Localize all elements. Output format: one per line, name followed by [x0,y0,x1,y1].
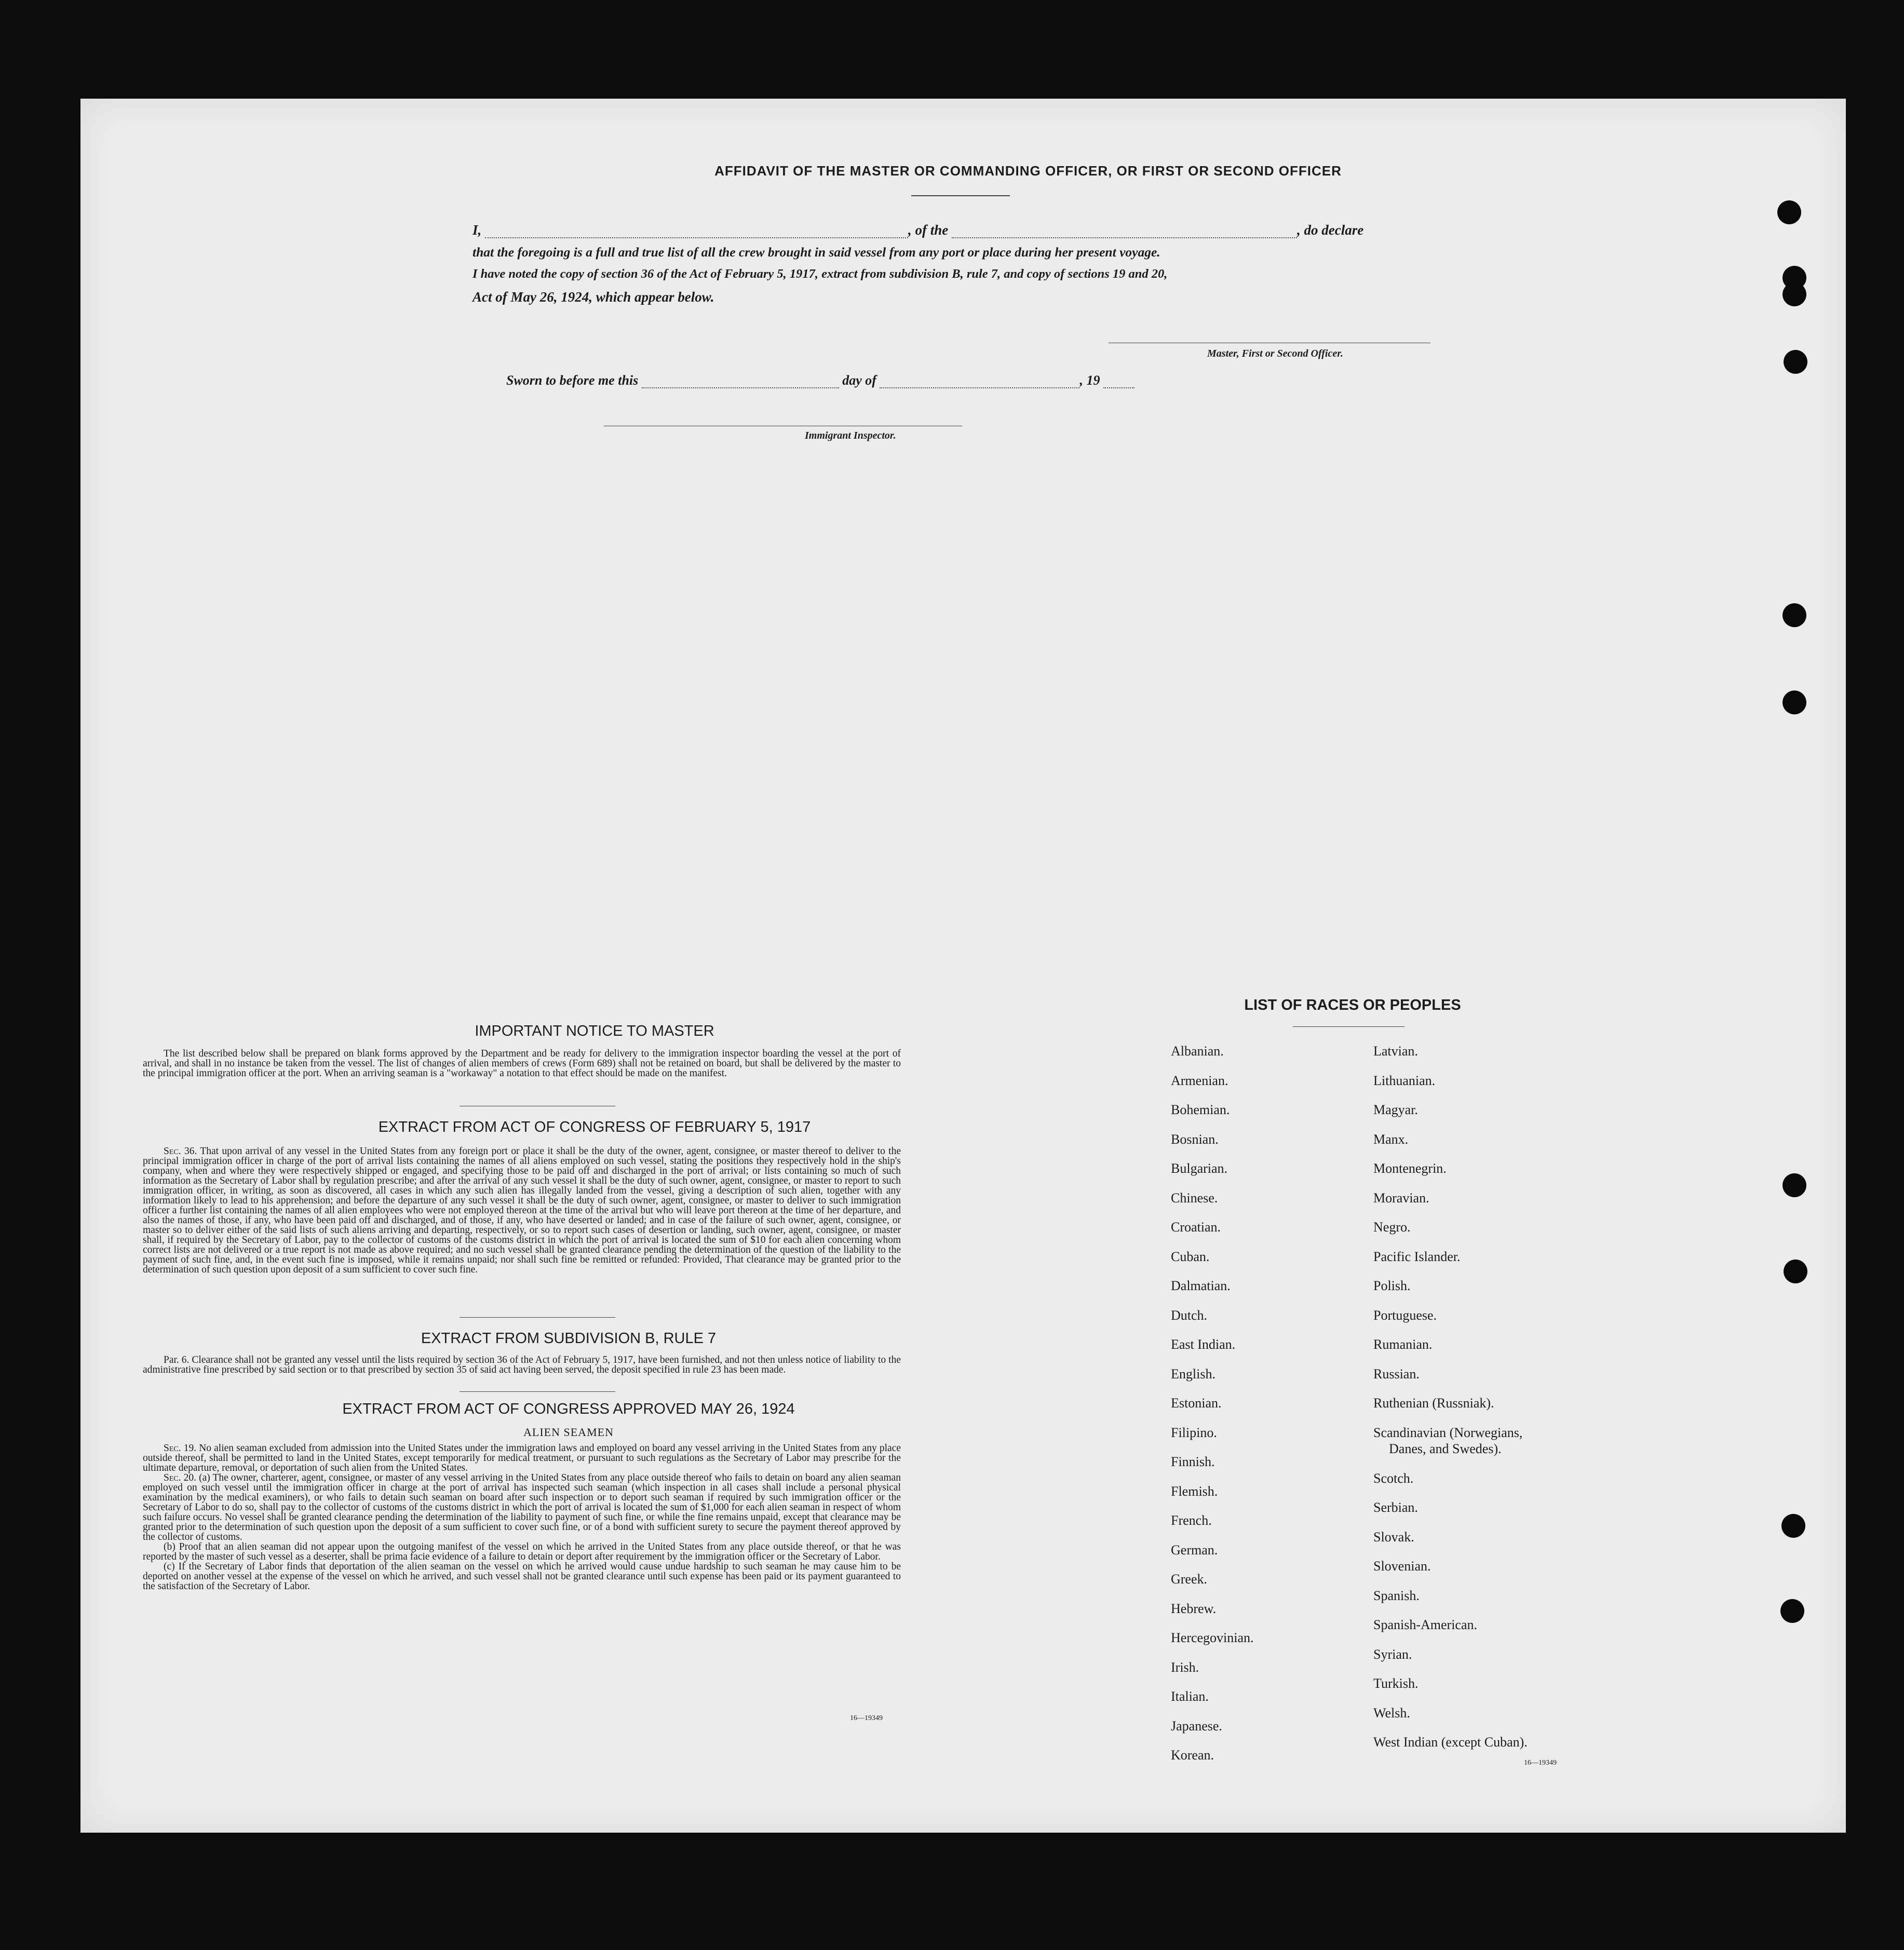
punch-hole [1783,603,1806,627]
year-prefix: , 19 [1079,373,1100,388]
race-item: Moravian. [1373,1190,1429,1206]
sworn-day-field[interactable] [642,376,839,388]
section-20b-paragraph: (b) Proof that an alien seaman did not appear upon the outgoing manifest of the vessel on which he arrived in the United States from any place outside thereof, or that he was reported by the master of such vessel as a deserter, shall be prima facie evidence of a failure to detain or deport after requirement by the immigration officer or the Secretary of Labor. [143,1541,901,1562]
race-item: Flemish. [1171,1483,1218,1499]
affidavit-of-the: , of the [908,222,949,238]
race-item: Magyar. [1373,1102,1418,1117]
race-item: Spanish-American. [1373,1617,1478,1632]
section-36-paragraph [143,1146,901,1275]
punch-hole [1781,1514,1805,1538]
sworn-text: Sworn to before me this [506,373,639,388]
section-36-text: That upon arrival of any vessel in the United States from any foreign port or place it shall be the duty of the owner, agent, consignee, or master thereof to deliver to the principal immigration officer in charge of the port of arrival lists containing the names of all aliens employed on such vessel, stating the positions they respectively hold in the ship's company, when and where they were respectively shipped or engaged, and specifying those to be paid off and discharged in the port of arrival; or lists containing so much of such information as the Secretary of Labor shall by regulation prescribe; and after the arrival of any such vessel it shall be the duty of such owner, agent, consignee, or master to report to such immigration officer, in writing, as soon as discovered, all cases in which any such alien has illegally landed from the vessel, giving a description of such alien, together with any information likely to lead to his apprehension; and before the departure of any such vessel it shall be the duty of such owner, agent, consignee, or master to deliver to such immigration officer a further list containing the names of all alien employees who were not employed thereon at the time of the arrival but who will leave port thereon at the time of her departure, and also the names of those, if any, who have been paid off and discharged, and of those, if any, who have deserted or landed; and in case of the failure of such owner, agent, consignee, or master so to deliver either of the said lists of such aliens arriving and departing, respectively, or so to report such cases of desertion or landing, such owner, agent, consignee, or master shall, if required by the Secretary of Labor, pay to the collector of customs of the customs district in which the port of arrival is located the sum of $10 for each alien concerning whom correct lists are not delivered or a true report is not made as above required; and no such vessel shall be granted clearance pending the determination of the question of the liability to the payment of such fine, and, in the event such fine is imposed, while it remains unpaid; nor shall such fine be remitted or refunded: Provided, That clearance may be granted prior to the determination of such question upon deposit of a sum sufficient to cover such fine. [143,1146,901,1275]
affidavit-line-4: Act of May 26, 1924, which appear below. [472,289,714,305]
extract-1917-title: EXTRACT FROM ACT OF CONGRESS OF FEBRUARY 5, 1917 [378,1119,811,1135]
race-item: East Indian. [1171,1337,1236,1352]
race-item: Welsh. [1373,1705,1410,1721]
name-field[interactable] [485,226,908,238]
affidavit-line-2: that the foregoing is a full and true list of all the crew brought in said vessel from any port or place during her present voyage. [472,245,1160,260]
extract-1917-text [143,1146,901,1275]
race-item: Manx. [1373,1131,1409,1147]
race-item: Albanian. [1171,1044,1224,1059]
form-number-right: 16—19349 [1524,1759,1557,1767]
divider [460,1391,615,1392]
section-36-label: Sec. 36. [164,1146,197,1157]
race-item: Irish. [1171,1659,1199,1675]
race-item: West Indian (except Cuban). [1373,1735,1528,1750]
race-item: Latvian. [1373,1044,1418,1059]
sworn-year-field[interactable] [1103,376,1135,388]
section-20a-text: (a) The owner, charterer, agent, consignee, or master of any vessel arriving in the United States from any place outside thereof who fails to detain on board any alien seaman employed on such vessel until the immigration officer in charge at the port of arrival has inspected such seaman (which inspection in all cases shall include a personal physical examination by the medical examiners), or who fails to detain such seaman on board after such inspection or to deport such seaman if required by such immigration officer or the Secretary of Labor to do so, shall pay to the collector of customs of the customs district in which the port of arrival is located the sum of $1,000 for each alien seaman in respect of whom such failure occurs. No vessel shall be granted clearance pending the determination of the liability to payment of such fine, or while the fine remains unpaid, except that clearance may be granted prior to the determination of such question upon the deposit of a sum sufficient to cover such fine, or of a bond with sufficient surety to secure the payment thereof approved by the collector of customs. [143,1472,901,1542]
race-item: Pacific Islander. [1373,1249,1461,1264]
sworn-line [506,373,1597,388]
race-item: Danes, and Swedes). [1389,1441,1502,1456]
race-item: Lithuanian. [1373,1073,1436,1088]
race-item: Montenegrin. [1373,1161,1447,1176]
race-item: Armenian. [1171,1073,1228,1088]
race-item: Cuban. [1171,1249,1210,1264]
races-title-rule [1293,1026,1405,1027]
race-item: Japanese. [1171,1718,1222,1734]
race-item: Bulgarian. [1171,1161,1228,1176]
race-item: Portuguese. [1373,1307,1437,1323]
section-19-paragraph [143,1443,901,1473]
race-item: Spanish. [1373,1588,1420,1603]
affidavit-i: I, [472,222,482,238]
race-item: Rumanian. [1373,1337,1433,1352]
inspector-caption: Immigrant Inspector. [805,430,896,441]
race-item: Negro. [1373,1220,1411,1235]
rule-7-paragraph: Par. 6. Clearance shall not be granted any vessel until the lists required by section 36 of the Act of February 5, 1917, have been furnished, and not then unless notice of liability to the administrative fine prescribed by said section or to that prescribed by section 35 of said act having been served, the deposit specified in rule 23 has been made. [143,1355,901,1375]
race-item: Finnish. [1171,1454,1215,1469]
divider [460,1317,615,1318]
extract-1924-title: EXTRACT FROM ACT OF CONGRESS APPROVED MAY 26, 1924 [342,1401,795,1417]
punch-hole [1780,1599,1804,1623]
race-item: Serbian. [1373,1500,1418,1515]
rule-7-text [143,1355,901,1375]
race-item: Bosnian. [1171,1131,1219,1147]
title-rule [911,195,1010,196]
races-title: LIST OF RACES OR PEOPLES [1244,997,1461,1013]
race-item: Bohemian. [1171,1102,1230,1117]
punch-hole [1783,282,1806,306]
document-page [80,99,1846,1833]
affidavit-line-1 [472,222,1563,238]
section-19-label: Sec. 19. [164,1443,197,1454]
day-of-text: day of [842,373,876,388]
notice-title: IMPORTANT NOTICE TO MASTER [475,1023,714,1039]
race-item: Hercegovinian. [1171,1630,1254,1645]
section-19-text: No alien seaman excluded from admission into the United States under the immigration laws and employed on board any vessel arriving in the United States from any place outside thereof, shall be permitted to land in the United States, except temporarily for medical treatment, or pursuant to such regulations as the Secretary of Labor may prescribe for the ultimate departure, removal, or deportation of such alien from the United States. [143,1443,901,1473]
vessel-field[interactable] [952,226,1297,238]
rule-7-title: EXTRACT FROM SUBDIVISION B, RULE 7 [421,1330,717,1347]
alien-seamen-subtitle: ALIEN SEAMEN [523,1426,614,1439]
race-item: Polish. [1373,1278,1411,1293]
notice-paragraph: The list described below shall be prepared on blank forms approved by the Department and be ready for delivery to the immigration inspector boarding the vessel at the port of arrival, and shall in no instance be taken from the vessel. The list of changes of alien members of crews (Form 689) shall not be retained on board, but shall be delivered by the master to the principal immigration officer at the port. When an arriving seaman is a "workaway" a notation to that effect should be made on the manifest. [143,1048,901,1079]
race-item: Syrian. [1373,1646,1412,1662]
race-item: Turkish. [1373,1676,1419,1691]
section-20-label: Sec. 20. [164,1472,197,1483]
race-item: Croatian. [1171,1220,1221,1235]
race-item: Scotch. [1373,1470,1414,1486]
race-item: Ruthenian (Russniak). [1373,1396,1494,1411]
punch-hole [1784,1260,1807,1283]
affidavit-declare: , do declare [1297,222,1364,238]
punch-hole [1783,690,1806,714]
form-number-left: 16—19349 [850,1714,883,1722]
race-item: Filipino. [1171,1425,1217,1440]
section-20c-paragraph: (c) If the Secretary of Labor finds that deportation of the alien seaman on the vessel on which he arrived would cause undue hardship to such seaman he may cause him to be deported on another vessel at the expense of the vessel on which he arrived, and such vessel shall not be granted clearance until such expense has been paid or its payment guaranteed to the satisfaction of the Secretary of Labor. [143,1561,901,1592]
race-item: Slovak. [1373,1529,1414,1545]
notice-text [143,1049,901,1078]
race-item: Dutch. [1171,1307,1208,1323]
sworn-month-field[interactable] [880,376,1079,388]
race-item: English. [1171,1366,1216,1382]
race-item: Greek. [1171,1572,1208,1587]
race-item: Korean. [1171,1748,1214,1763]
race-item: Chinese. [1171,1190,1218,1206]
race-item: Dalmatian. [1171,1278,1231,1293]
section-20a-paragraph [143,1473,901,1542]
race-item: Russian. [1373,1366,1420,1382]
punch-hole [1784,350,1807,374]
master-caption: Master, First or Second Officer. [1207,348,1343,359]
race-item: Slovenian. [1373,1559,1431,1574]
punch-hole [1783,1173,1806,1197]
race-item: Estonian. [1171,1396,1222,1411]
race-item: Hebrew. [1171,1601,1217,1616]
punch-hole [1777,200,1801,224]
race-item: French. [1171,1513,1212,1528]
affidavit-title: AFFIDAVIT OF THE MASTER OR COMMANDING OFFICER, OR FIRST OR SECOND OFFICER [714,163,1342,179]
race-item: Italian. [1171,1689,1209,1704]
affidavit-line-3: I have noted the copy of section 36 of the Act of February 5, 1917, extract from subdivision B, rule 7, and copy of sections 19 and 20, [472,267,1168,281]
race-item: German. [1171,1542,1218,1558]
extract-1924-text [143,1443,901,1591]
race-item: Scandinavian (Norwegians, [1373,1425,1523,1440]
